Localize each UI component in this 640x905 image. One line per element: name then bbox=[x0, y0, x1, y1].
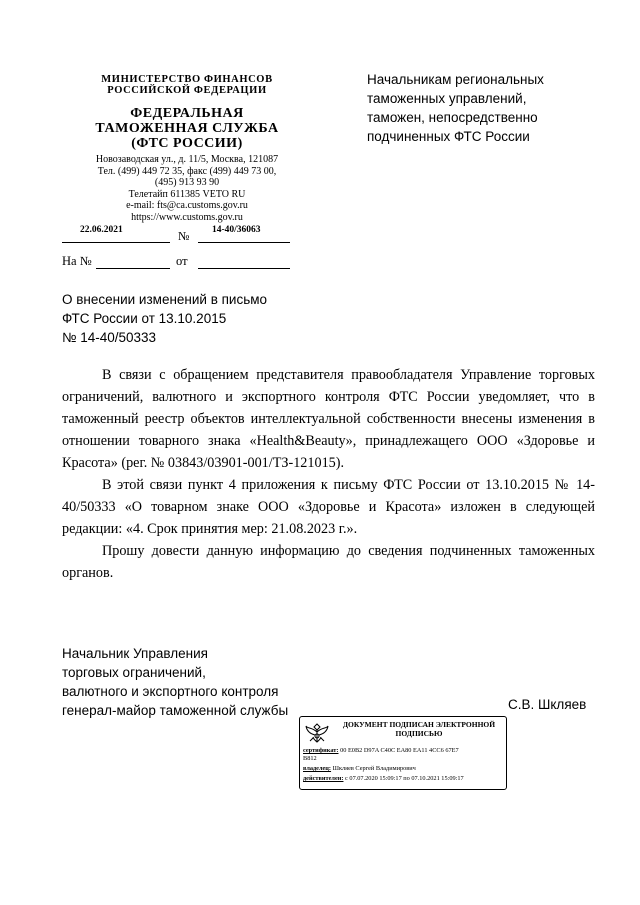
validity-value: с 07.07.2020 15:09:17 по 07.10.2021 15:09:17 bbox=[345, 775, 464, 782]
reference-label: На № bbox=[62, 254, 92, 268]
ministry-name bbox=[58, 74, 316, 96]
signer-title bbox=[62, 644, 322, 720]
electronic-signature-stamp bbox=[299, 716, 507, 790]
stamp-title-line: ПОДПИСЬЮ bbox=[395, 729, 443, 738]
stamp-validity-row bbox=[303, 774, 507, 784]
address-line: Новозаводская ул., д. 11/5, Москва, 121087 bbox=[95, 154, 279, 165]
owner-label: владелец: bbox=[303, 765, 332, 772]
document-date: 22.06.2021 bbox=[80, 225, 123, 235]
document-number: 14-40/36063 bbox=[212, 225, 261, 235]
subject bbox=[62, 290, 322, 347]
letter-body bbox=[62, 364, 595, 584]
subject-line: ФТС России от 13.10.2015 bbox=[62, 311, 227, 326]
date-underline bbox=[62, 242, 170, 243]
addressee-line: подчиненных ФТС России bbox=[367, 129, 530, 144]
validity-label: действителен: bbox=[303, 775, 344, 782]
signer-title-line: Начальник Управления bbox=[62, 646, 208, 661]
stamp-title-line: ДОКУМЕНТ ПОДПИСАН ЭЛЕКТРОННОЙ bbox=[342, 720, 496, 729]
stamp-title bbox=[334, 720, 504, 738]
signer-title-line: генерал-майор таможенной службы bbox=[62, 703, 289, 718]
stamp-owner-row bbox=[303, 764, 507, 774]
addressee bbox=[367, 70, 597, 146]
stamp-details bbox=[303, 746, 507, 784]
reference-number-line bbox=[96, 268, 170, 269]
phone-line-2: (495) 913 93 90 bbox=[154, 177, 220, 188]
certificate-value-2: B812 bbox=[303, 755, 317, 762]
subject-line: № 14-40/50333 bbox=[62, 330, 157, 345]
ministry-line: МИНИСТЕРСТВО ФИНАНСОВ bbox=[101, 74, 273, 85]
owner-value: Шкляев Сергей Владимирович bbox=[332, 765, 416, 772]
ministry-line: РОССИЙСКОЙ ФЕДЕРАЦИИ bbox=[107, 85, 267, 96]
signer-name: С.В. Шкляев bbox=[508, 697, 587, 712]
signer-title-line: торговых ограничений, bbox=[62, 665, 206, 680]
certificate-value: 00 E0B2 D97A C40C EA80 EA11 4CC6 67E7 bbox=[340, 747, 459, 754]
addressee-line: Начальникам региональных bbox=[367, 72, 544, 87]
subject-line: О внесении изменений в письмо bbox=[62, 292, 268, 307]
reference-from-label: от bbox=[176, 254, 188, 268]
service-name bbox=[58, 106, 316, 151]
coat-of-arms-icon bbox=[304, 721, 330, 745]
contact-info bbox=[58, 154, 316, 223]
addressee-line: таможенных управлений, bbox=[367, 91, 527, 106]
number-sign: № bbox=[178, 229, 190, 243]
body-paragraph: В связи с обращением представителя правообладателя Управление торговых ограничений, валютного и экспортного контроля ФТС России уведомляет, что в таможенный реестр объектов интеллектуальной собственности внесены изменения в отношении товарного знака «Health&Beauty», принадлежащего ООО «Здоровье и Красота» (рег. № 03843/03901-001/ТЗ-121015). bbox=[62, 367, 595, 471]
signer-title-line: валютного и экспортного контроля bbox=[62, 684, 279, 699]
phone-line: Тел. (499) 449 72 35, факс (499) 449 73 00, bbox=[97, 165, 277, 177]
teletype-line: Телетайп 611385 VETO RU bbox=[128, 188, 246, 200]
email-line: e-mail: fts@ca.customs.gov.ru bbox=[126, 200, 248, 211]
service-line: ФЕДЕРАЛЬНАЯ bbox=[130, 106, 244, 121]
number-underline bbox=[198, 242, 290, 243]
service-line: ТАМОЖЕННАЯ СЛУЖБА bbox=[95, 121, 279, 136]
reference-date-line bbox=[198, 268, 290, 269]
body-paragraph: Прошу довести данную информацию до сведения подчиненных таможенных органов. bbox=[62, 543, 595, 581]
addressee-line: таможен, непосредственно bbox=[367, 110, 538, 125]
service-line: (ФТС РОССИИ) bbox=[131, 136, 243, 151]
certificate-label: сертификат: bbox=[303, 747, 339, 754]
body-paragraph: В этой связи пункт 4 приложения к письму ФТС России от 13.10.2015 № 14-40/50333 «О товарном знаке ООО «Здоровье и Красота» изложен в следующей редакции: «4. Срок принятия мер: 21.08.2023 г.». bbox=[62, 477, 595, 537]
website-line: https://www.customs.gov.ru bbox=[131, 211, 243, 223]
